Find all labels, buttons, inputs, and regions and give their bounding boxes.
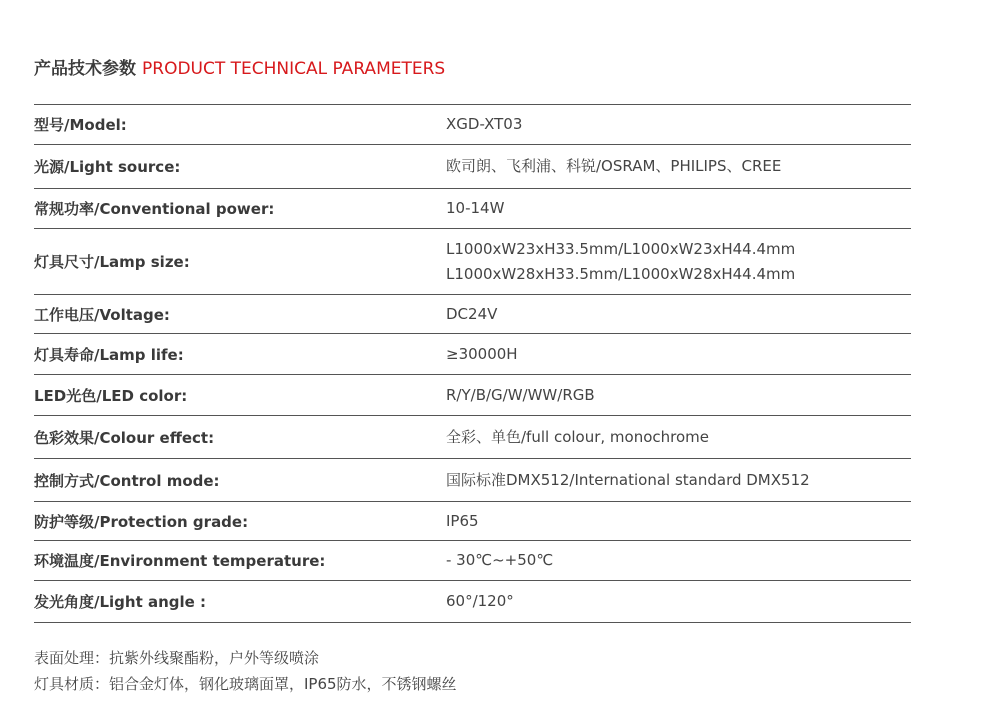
param-value: DC24V (446, 304, 498, 323)
section-title (34, 58, 445, 80)
param-value: R/Y/B/G/W/WW/RGB (446, 385, 595, 404)
param-value: 10-14W (446, 199, 505, 217)
param-value: - 30℃~+50℃ (446, 551, 554, 569)
note-lamp-material: 灯具材质：铝合金灯体，钢化玻璃面罩，IP65防水，不锈钢螺丝 (34, 675, 457, 693)
table-row (34, 105, 911, 145)
table-row (34, 581, 911, 623)
param-value: 欧司朗、飞利浦、科锐/OSRAM、PHILIPS、CREE (446, 157, 782, 175)
table-row (34, 334, 911, 375)
param-label: 灯具尺寸/Lamp size: (34, 253, 190, 271)
param-label: 环境温度/Environment temperature: (34, 552, 326, 570)
param-label: 控制方式/Control mode: (34, 471, 220, 490)
table-row (34, 295, 911, 334)
param-value: 国际标准DMX512/International standard DMX512 (446, 470, 810, 489)
param-label: 色彩效果/Colour effect: (34, 428, 215, 447)
param-value: XGD-XT03 (446, 115, 523, 133)
param-value: 全彩、单色/full colour, monochrome (446, 427, 710, 446)
param-label: LED光色/LED color: (34, 386, 188, 405)
table-row (34, 459, 911, 502)
param-label: 防护等级/Protection grade: (34, 512, 249, 531)
section-title-en: PRODUCT TECHNICAL PARAMETERS (142, 59, 446, 79)
param-label: 灯具寿命/Lamp life: (34, 345, 184, 364)
notes (34, 645, 457, 697)
param-value: 60°/120° (446, 592, 514, 610)
param-label: 发光角度/Light angle : (34, 593, 207, 611)
section-title-zh: 产品技术参数 (34, 59, 136, 79)
table-row (34, 189, 911, 229)
param-label: 光源/Light source: (34, 158, 181, 176)
table-row (34, 375, 911, 416)
param-value: ≥30000H (446, 344, 518, 363)
table-row (34, 229, 911, 295)
param-label: 工作电压/Voltage: (34, 305, 170, 324)
table-row (34, 416, 911, 459)
param-value: IP65 (446, 511, 479, 530)
parameters-table (34, 104, 911, 623)
table-row (34, 541, 911, 581)
table-row (34, 502, 911, 541)
table-row (34, 145, 911, 189)
param-label: 常规功率/Conventional power: (34, 200, 275, 218)
note-surface-treatment: 表面处理：抗紫外线聚酯粉，户外等级喷涂 (34, 649, 320, 667)
param-value: L1000xW23xH33.5mm/L1000xW23xH44.4mm L1000xW28xH33.5mm/L1000xW28xH44.4mm (446, 239, 796, 283)
param-label: 型号/Model: (34, 116, 127, 134)
